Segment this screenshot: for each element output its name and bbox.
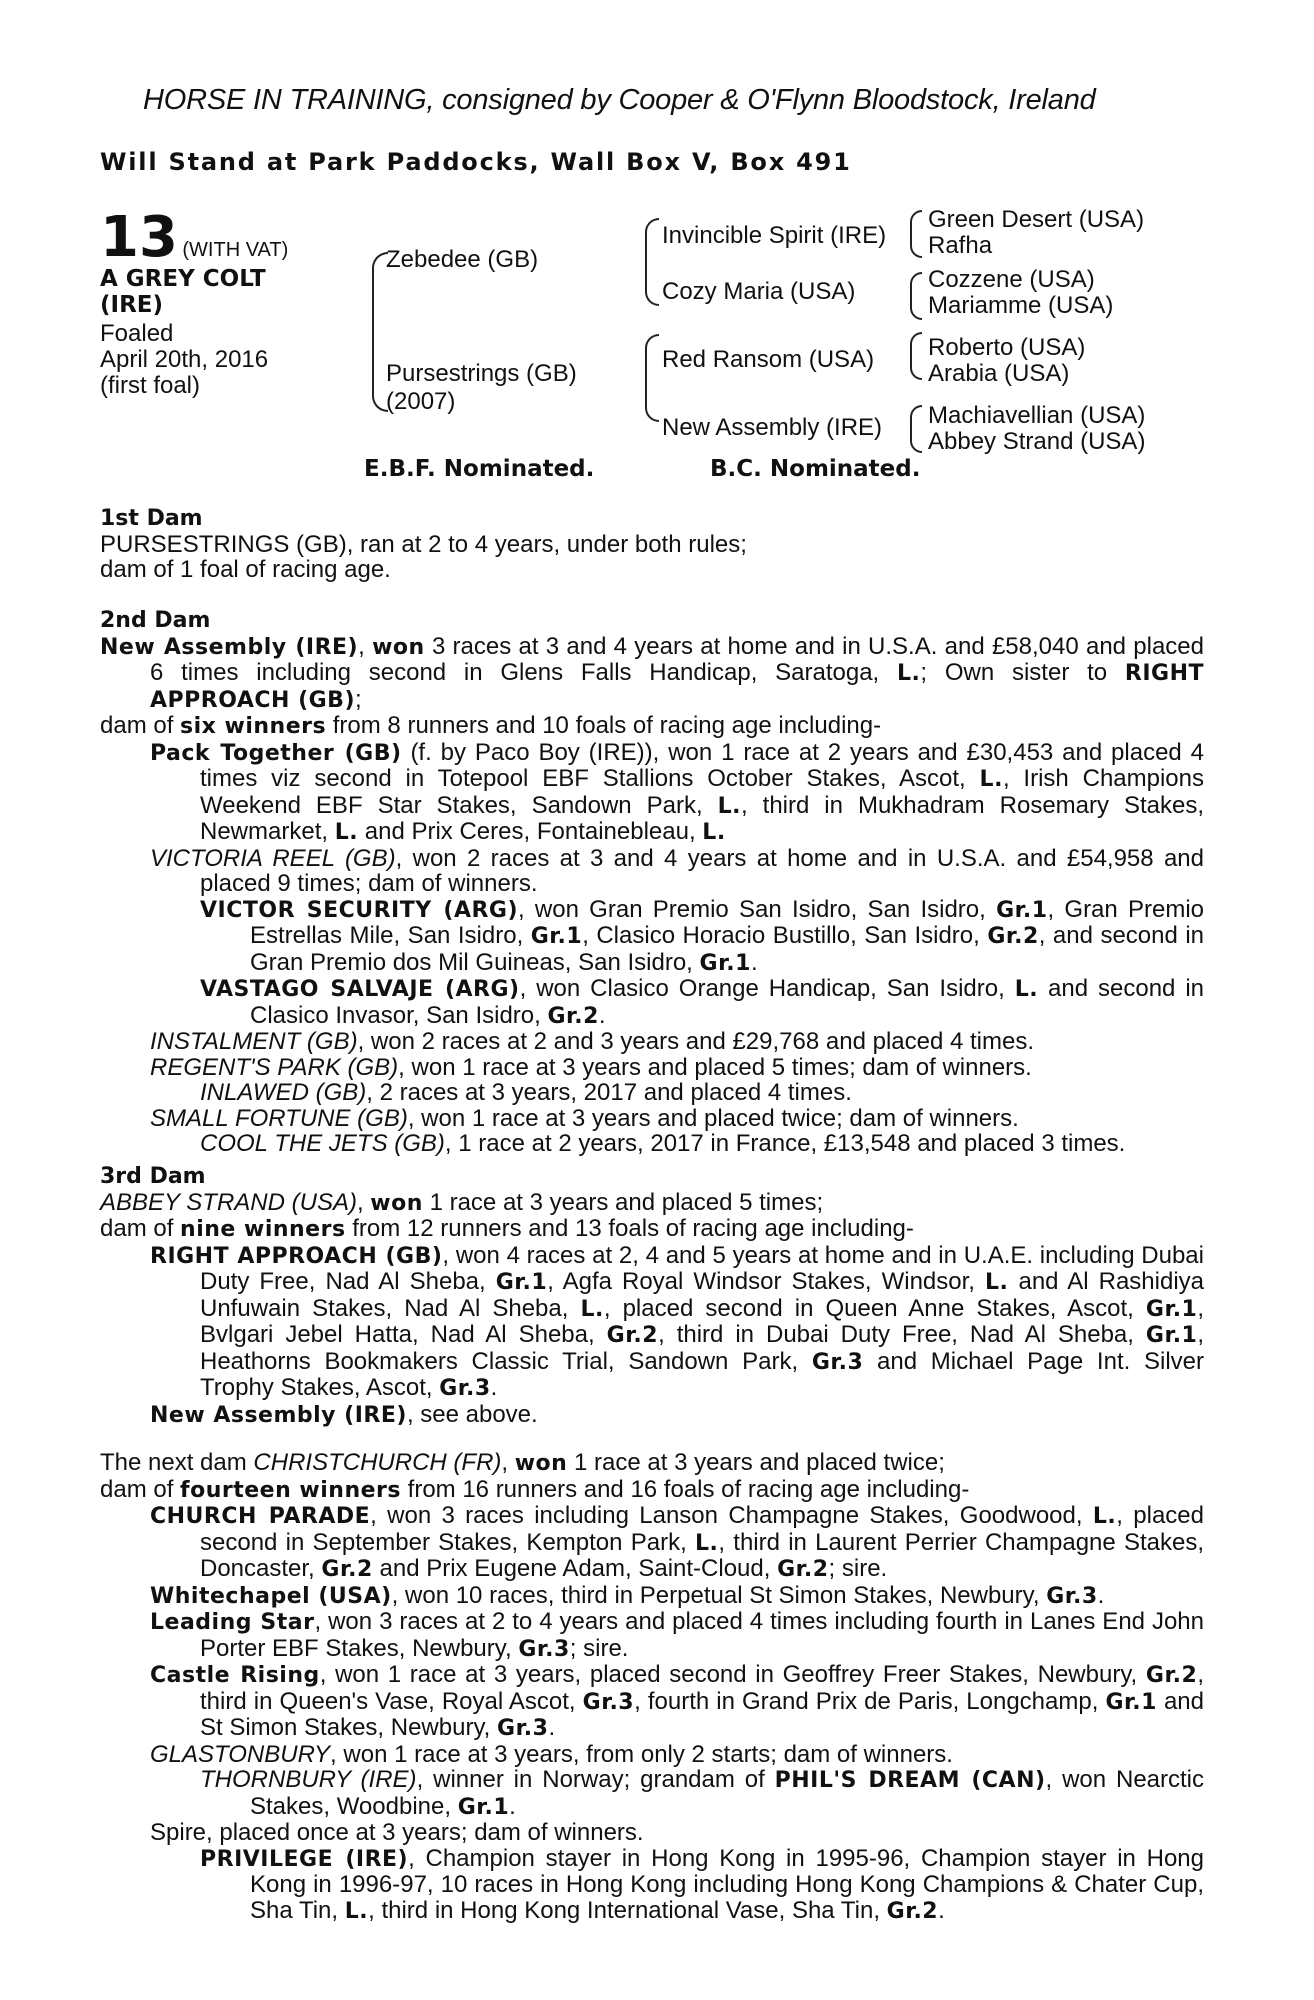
third-dam-entry: ABBEY STRAND (USA), won 1 race at 3 years and placed 5 times; <box>100 1188 824 1216</box>
third-dam-heading: 3rd Dam <box>100 1164 206 1189</box>
horse-name: Whitechapel (USA) <box>150 1583 392 1609</box>
ebf-nominated: E.B.F. Nominated. <box>364 456 595 482</box>
bc-nominated: B.C. Nominated. <box>710 456 921 482</box>
pedigree-ssd: Rafha <box>928 232 993 259</box>
horse-name: VICTOR SECURITY (ARG) <box>200 897 519 923</box>
catalogue-header: HORSE IN TRAINING, consigned by Cooper & O'Flynn Bloodstock, Ireland <box>143 84 1096 116</box>
horse-name: INSTALMENT (GB) <box>150 1028 358 1055</box>
pedigree-sire: Zebedee (GB) <box>386 246 539 273</box>
second-dam-entry: New Assembly (IRE), won 3 races at 3 and 4 years at home and in U.S.A. and £58,040 and placed 6 times including second in Glens Falls Handicap, Saratoga, L.; Own sister to RIGHT APPROACH (GB); <box>100 632 1205 713</box>
lot-country: (IRE) <box>100 292 164 318</box>
pedigree-dam-sire: Red Ransom (USA) <box>662 346 875 373</box>
produce-entry: VICTOR SECURITY (ARG), won Gran Premio San Isidro, San Isidro, Gr.1, Gran Premio Estrellas Mile, San Isidro, Gr.1, Clasico Horacio Bustillo, San Isidro, Gr.2, and second in Gran Premio dos Mil Guineas, San Isidro, Gr.1. <box>200 895 1205 976</box>
horse-name: SMALL FORTUNE (GB) <box>150 1104 408 1132</box>
lot-number: 13 <box>100 205 178 270</box>
pedigree-dss: Roberto (USA) <box>928 334 1086 361</box>
next-dam-entry: The next dam CHRISTCHURCH (FR), won 1 race at 3 years and placed twice; <box>100 1449 945 1476</box>
horse-name: REGENT'S PARK (GB) <box>150 1053 399 1081</box>
horse-name: New Assembly (IRE) <box>150 1402 407 1428</box>
pedigree-sire-dam: Cozy Maria (USA) <box>662 278 856 305</box>
produce-entry: RIGHT APPROACH (GB), won 4 races at 2, 4 and 5 years at home and in U.A.E. including Dubai Duty Free, Nad Al Sheba, Gr.1, Agfa Royal Windsor Stakes, Windsor, L. and Al Rashidiya Unfuwain Stakes, Nad Al Sheba, L., placed second in Queen Anne Stakes, Ascot, Gr.1, Bvlgari Jebel Hatta, Nad Al Sheba, Gr.2, third in Dubai Duty Free, Nad Al Sheba, Gr.1, Heathorns Bookmakers Classic Trial, Sandown Park, Gr.3 and Michael Page Int. Silver Trophy Stakes, Ascot, Gr.3. <box>150 1241 1205 1401</box>
pedigree-dds: Machiavellian (USA) <box>928 402 1146 429</box>
horse-name: New Assembly (IRE) <box>100 634 359 660</box>
pedigree-bracket <box>910 405 922 453</box>
produce-entry: Spire, placed once at 3 years; dam of winners. <box>150 1819 644 1846</box>
first-dam-section <box>100 506 1204 583</box>
horse-name: VASTAGO SALVAJE (ARG) <box>200 977 520 1002</box>
horse-name: THORNBURY (IRE) <box>200 1766 417 1793</box>
pedigree-bracket <box>910 210 922 258</box>
pedigree-dam-year: (2007) <box>386 388 456 415</box>
produce-entry: New Assembly (IRE), see above. <box>150 1400 538 1428</box>
horse-name: PRIVILEGE (IRE) <box>200 1846 409 1872</box>
horse-name: RIGHT APPROACH (GB) <box>150 1243 443 1269</box>
produce-entry: PRIVILEGE (IRE), Champion stayer in Hong Kong in 1995-96, Champion stayer in Hong Kong in 1996-97, 10 races in Hong Kong including Hong Kong Champions & Chater Cup, Sha Tin, L., third in Hong Kong International Vase, Sha Tin, Gr.2. <box>200 1844 1204 1924</box>
horse-name: GLASTONBURY <box>150 1740 331 1768</box>
pedigree-dam: Pursestrings (GB) <box>386 360 577 387</box>
produce-entry: VASTAGO SALVAJE (ARG), won Clasico Orange Handicap, San Isidro, L. and second in Clasico Invasor, San Isidro, Gr.2. <box>200 975 1205 1029</box>
lot-block <box>100 205 289 270</box>
horse-name: INLAWED (GB) <box>200 1079 367 1106</box>
produce-entry: Pack Together (GB) (f. by Paco Boy (IRE)), won 1 race at 2 years and £30,453 and placed 4 times viz second in Totepool EBF Stallions October Stakes, Ascot, L., Irish Champions Weekend EBF Star Stakes, Sandown Park, L., third in Mukhadram Rosemary Stakes, Newmarket, L. and Prix Ceres, Fontainebleau, L. <box>150 738 1205 845</box>
foal-note: (first foal) <box>100 372 201 399</box>
produce-entry: VICTORIA REEL (GB), won 2 races at 3 and 4 years at home and in U.S.A. and £54,958 and placed 9 times; dam of winners. <box>150 844 1205 897</box>
horse-name: Castle Rising <box>150 1663 320 1688</box>
produce-entry: CHURCH PARADE, won 3 races including Lanson Champagne Stakes, Goodwood, L., placed second in September Stakes, Kempton Park, L., third in Laurent Perrier Champagne Stakes, Doncaster, Gr.2 and Prix Eugene Adam, Saint-Cloud, Gr.2; sire. <box>150 1502 1205 1582</box>
pedigree-bracket <box>910 332 922 380</box>
pedigree-bracket <box>645 218 659 306</box>
second-dam-section <box>100 608 1204 1157</box>
produce-entry: COOL THE JETS (GB), 1 race at 2 years, 2017 in France, £13,548 and placed 3 times. <box>200 1130 1126 1157</box>
produce-entry: INLAWED (GB), 2 races at 3 years, 2017 and placed 4 times. <box>200 1079 852 1106</box>
pedigree-dam-dam: New Assembly (IRE) <box>662 414 883 441</box>
pedigree-sdd: Mariamme (USA) <box>928 292 1114 319</box>
produce-entry: Castle Rising, won 1 race at 3 years, placed second in Geoffrey Freer Stakes, Newbury, Gr.2, third in Queen's Vase, Royal Ascot, Gr.3, fourth in Grand Prix de Paris, Longchamp, Gr.1 and St Simon Stakes, Newbury, Gr.3. <box>150 1661 1204 1741</box>
horse-name: PHIL'S DREAM (CAN) <box>774 1768 1046 1793</box>
horse-name: VICTORIA REEL (GB) <box>150 844 396 872</box>
next-dam-section <box>100 1450 1204 1924</box>
produce-entry: Leading Star, won 3 races at 2 to 4 years and placed 4 times including fourth in Lanes End John Porter EBF Stakes, Newbury, Gr.3; sire. <box>150 1608 1205 1662</box>
lot-description: A GREY COLT <box>100 266 266 292</box>
produce-summary: dam of nine winners from 12 runners and 13 foals of racing age including- <box>100 1215 914 1242</box>
horse-name: RIGHT APPROACH (GB) <box>150 661 1204 713</box>
pedigree-sds: Cozzene (USA) <box>928 266 1095 293</box>
first-dam-line: dam of 1 foal of racing age. <box>100 556 391 583</box>
produce-summary: dam of six winners from 8 runners and 10 foals of racing age including- <box>100 712 882 739</box>
third-dam-section <box>100 1164 1204 1428</box>
foaled-label: Foaled <box>100 320 174 347</box>
pedigree-ddd: Abbey Strand (USA) <box>928 428 1146 455</box>
stand-location: Will Stand at Park Paddocks, Wall Box V, Box 491 <box>100 148 852 176</box>
produce-entry: THORNBURY (IRE), winner in Norway; grandam of PHIL'S DREAM (CAN), won Nearctic Stakes, Woodbine, Gr.1. <box>200 1766 1205 1820</box>
pedigree-dsd: Arabia (USA) <box>928 360 1070 387</box>
produce-entry: REGENT'S PARK (GB), won 1 race at 3 years and placed 5 times; dam of winners. <box>150 1053 1032 1081</box>
pedigree-sss: Green Desert (USA) <box>928 206 1145 233</box>
pedigree-sire-sire: Invincible Spirit (IRE) <box>662 222 887 249</box>
vat-label: (WITH VAT) <box>182 239 289 261</box>
pedigree-bracket <box>910 272 922 320</box>
produce-summary: dam of fourteen winners from 16 runners and 16 foals of racing age including- <box>100 1475 970 1503</box>
produce-entry: Whitechapel (USA), won 10 races, third in Perpetual St Simon Stakes, Newbury, Gr.3. <box>150 1581 1105 1609</box>
horse-name: Leading Star <box>150 1610 315 1635</box>
horse-name: CHURCH PARADE <box>150 1504 371 1529</box>
produce-entry: GLASTONBURY, won 1 race at 3 years, from only 2 starts; dam of winners. <box>150 1740 953 1768</box>
pedigree-bracket <box>645 334 659 422</box>
second-dam-heading: 2nd Dam <box>100 608 211 633</box>
horse-name: CHRISTCHURCH (FR) <box>253 1449 502 1476</box>
first-dam-line: PURSESTRINGS (GB), ran at 2 to 4 years, under both rules; <box>100 530 747 558</box>
horse-name: ABBEY STRAND (USA) <box>100 1188 357 1216</box>
produce-entry: INSTALMENT (GB), won 2 races at 2 and 3 years and £29,768 and placed 4 times. <box>150 1028 1035 1055</box>
first-dam-heading: 1st Dam <box>100 506 203 531</box>
horse-name: COOL THE JETS (GB) <box>200 1130 445 1157</box>
produce-entry: SMALL FORTUNE (GB), won 1 race at 3 years and placed twice; dam of winners. <box>150 1104 1019 1132</box>
foaling-date: April 20th, 2016 <box>100 346 269 373</box>
horse-name: Pack Together (GB) <box>150 740 402 766</box>
